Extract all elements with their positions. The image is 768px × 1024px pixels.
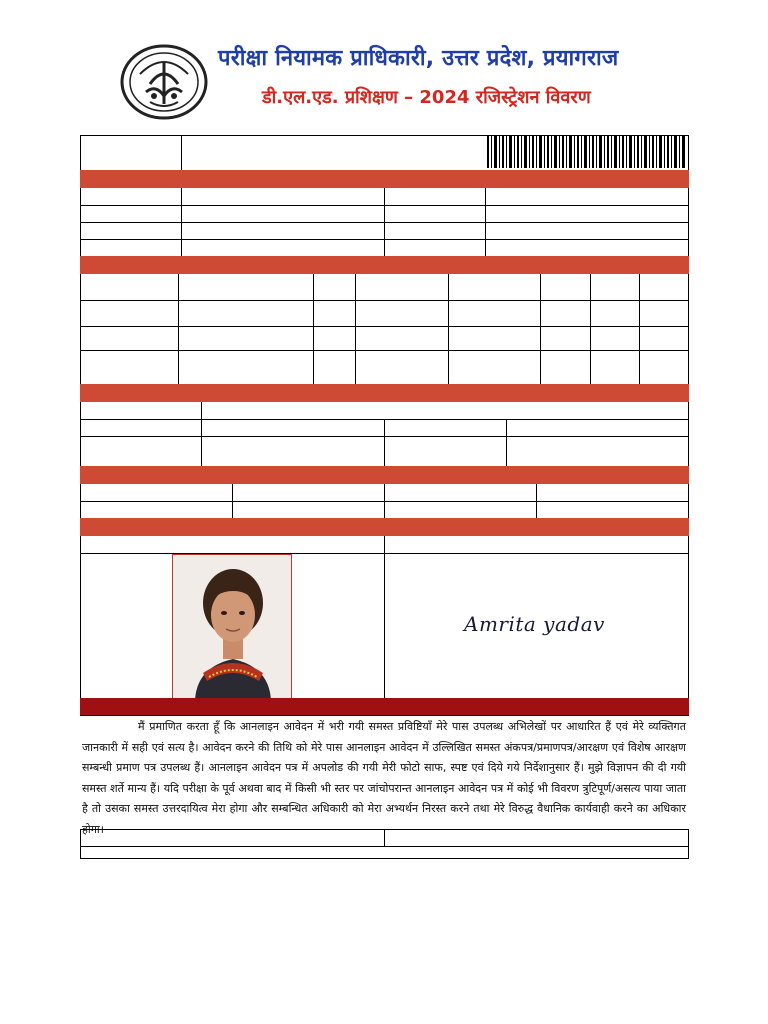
table-divider bbox=[232, 484, 233, 518]
section-band-photo-signature bbox=[80, 518, 689, 536]
table-divider bbox=[178, 274, 179, 384]
table-divider bbox=[506, 419, 507, 466]
section-band-contact bbox=[80, 466, 689, 484]
table-row-line bbox=[80, 300, 689, 301]
table-divider bbox=[384, 829, 385, 846]
barcode bbox=[486, 136, 686, 168]
section-band-bottom bbox=[80, 698, 689, 715]
applicant-signature: Amrita yadav bbox=[464, 612, 605, 636]
table-divider bbox=[540, 274, 541, 384]
applicant-photo bbox=[172, 554, 292, 699]
table-divider bbox=[313, 274, 314, 384]
table-divider bbox=[181, 135, 182, 170]
table-divider bbox=[639, 274, 640, 384]
table-divider bbox=[355, 274, 356, 384]
authority-title: परीक्षा नियामक प्राधिकारी, उत्तर प्रदेश, प्रयागराज bbox=[218, 46, 619, 71]
table-row-line bbox=[80, 350, 689, 351]
table-divider bbox=[590, 274, 591, 384]
section-band-education bbox=[80, 256, 689, 274]
table-divider bbox=[536, 484, 537, 518]
section-band-personal bbox=[80, 170, 689, 188]
table-divider bbox=[485, 188, 486, 256]
form-title: डी.एल.एड. प्रशिक्षण – 2024 रजिस्ट्रेशन विवरण bbox=[262, 87, 591, 108]
table-row-line bbox=[80, 326, 689, 327]
section-band-reservation bbox=[80, 384, 689, 402]
table-divider bbox=[384, 188, 385, 256]
table-divider bbox=[384, 536, 385, 698]
seal-icon bbox=[120, 44, 208, 120]
table-divider bbox=[384, 484, 385, 518]
table-divider bbox=[384, 419, 385, 466]
table-divider bbox=[448, 274, 449, 384]
declaration-text: मैं प्रमाणित करता हूँ कि आनलाइन आवेदन में भरी गयी समस्त प्रविष्टियाँ मेरे पास उपलब्ध अभिलेखों पर आधारित हैं एवं मेरे व्यक्तिगत जानकारी में सही एवं सत्य है। आवेदन करने की तिथि को मेरे पास आनलाइन आवेदन में उल्लिखित समस्त अंकपत्र/प्रमाणपत्र/आरक्षण एवं विशेष आरक्षण सम्बन्धी प्रमाण पत्र उपलब्ध हैं। आनलाइन आवेदन पत्र में अपलोड की गयी मेरी फोटो साफ, स्पष्ट एवं दिये गये निर्देशानुसार हैं। मुझे विज्ञापन की दी गयी समस्त शर्ते मान्य हैं। यदि परीक्षा के पूर्व अथवा बाद में किसी भी स्तर पर जांचोपरान्त आनलाइन आवेदन पत्र में कोई भी विवरण त्रुटिपूर्ण/असत्य पाया जाता है तो उसका समस्त उत्तरदायित्व मेरा होगा और सम्बन्धित अधिकारी को मेरा अभ्यर्थन निरस्त करने तथा मेरे विरुद्ध वैधानिक कार्यवाही करने का अधिकार होगा। bbox=[82, 720, 686, 836]
table-row-line bbox=[80, 846, 689, 847]
table-divider bbox=[181, 188, 182, 256]
table-divider bbox=[201, 402, 202, 466]
